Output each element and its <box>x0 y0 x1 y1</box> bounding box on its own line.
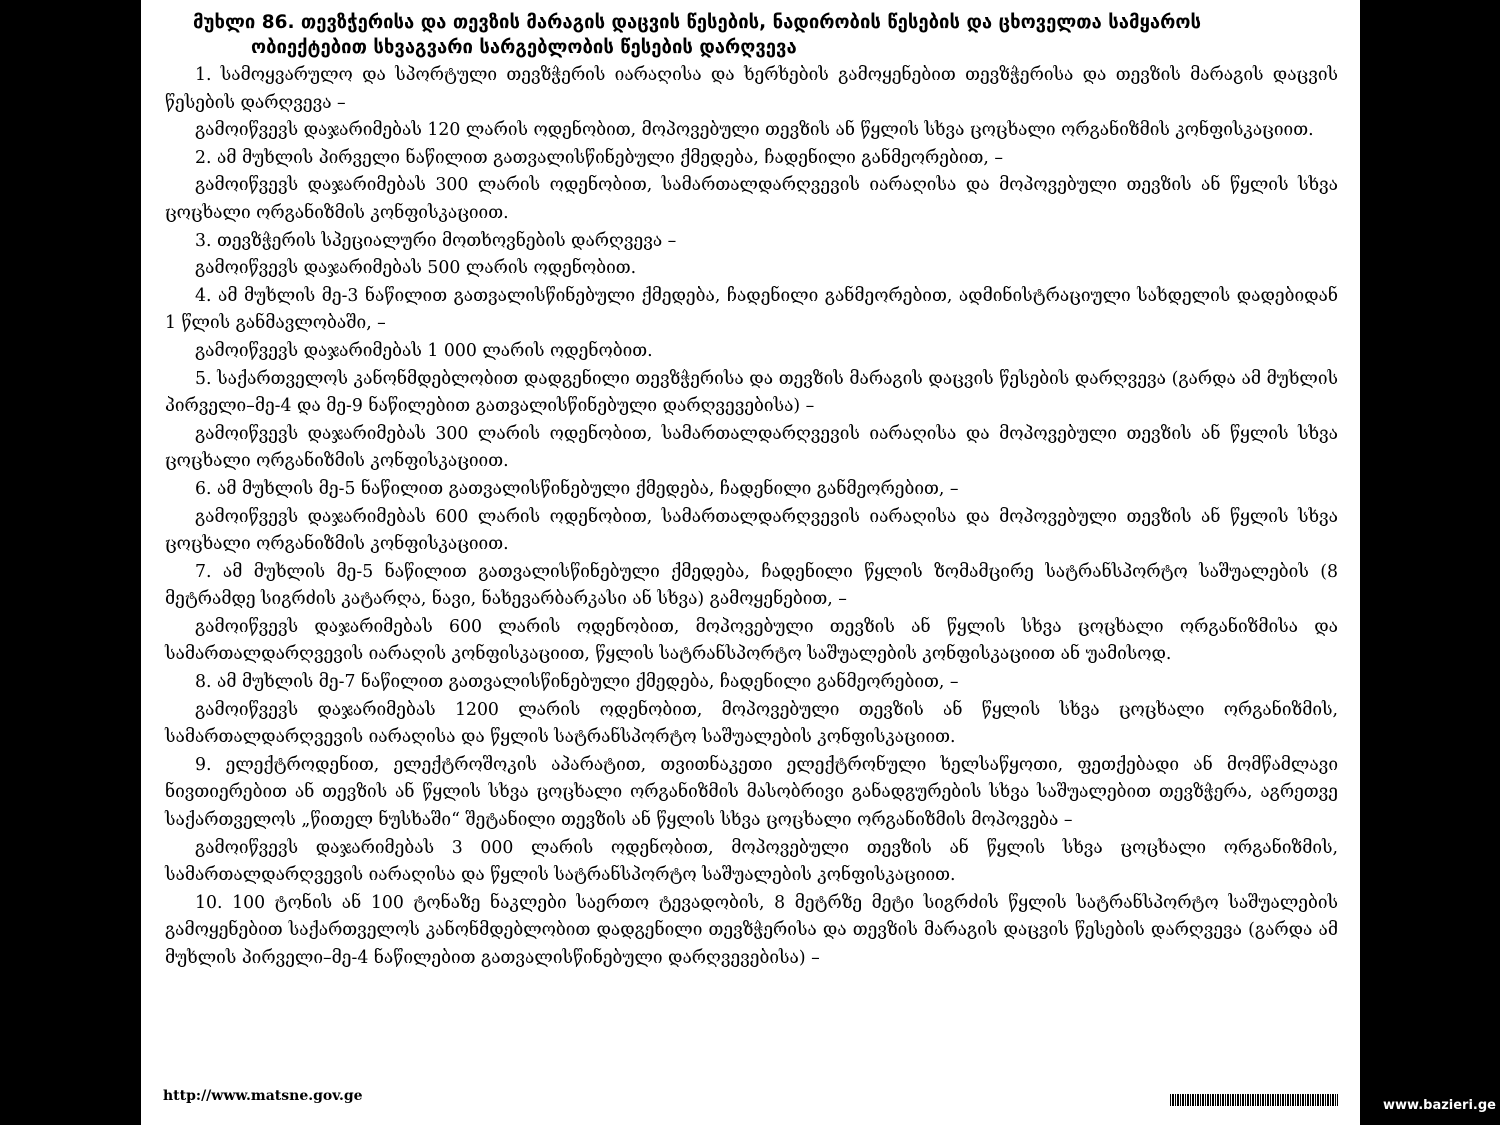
paragraph-3: 3. თევზჭერის სპეციალური მოთხოვნების დარღვევა – <box>195 230 677 251</box>
paragraph-1-penalty: გამოიწვევს დაჯარიმებას 120 ლარის ოდენობით, მოპოვებული თევზის ან წყლის სხვა ცოცხალი ორგანიზმის კონფისკაციით. <box>195 120 1314 141</box>
paragraph-4: 4. ამ მუხლის მე-3 ნაწილით გათვალისწინებული ქმედება, ჩადენილი განმეორებით, ადმინისტრაციული სახდელის დადებიდან 1 წლის განმავლობაში, – <box>165 285 1338 334</box>
paragraph-4-penalty: გამოიწვევს დაჯარიმებას 1 000 ლარის ოდენობით. <box>195 340 653 361</box>
paragraph-7-penalty: გამოიწვევს დაჯარიმებას 600 ლარის ოდენობით, მოპოვებული თევზის ან წყლის სხვა ცოცხალი ორგანიზმისა და სამართალდარღვევის იარაღის კონფისკაციით, წყლის სატრანსპორტო საშუალების კონფისკაციით ან უამისოდ. <box>165 616 1338 665</box>
paragraph-9: 9. ელექტროდენით, ელექტროშოკის აპარატით, თვითნაკეთი ელექტრონული ხელსაწყოთი, ფეთქებადი ან მომწამლავი ნივთიერებით ან თევზის ან წყლის სხვა ცოცხალი ორგანიზმის მასობრივი განადგურების სხვა საშუალებით თევზჭერა, აგრეთვე საქართველოს „წითელ ნუსხაში“ შეტანილი თევზის ან წყლის სხვა ცოცხალი ორგანიზმის მოპოვება – <box>165 754 1338 831</box>
paragraph-6-penalty: გამოიწვევს დაჯარიმებას 600 ლარის ოდენობით, სამართალდარღვევის იარაღისა და მოპოვებული თევზის ან წყლის სხვა ცოცხალი ორგანიზმის კონფისკაციით. <box>165 506 1338 555</box>
paragraph-6: 6. ამ მუხლის მე-5 ნაწილით გათვალისწინებული ქმედება, ჩადენილი განმეორებით, – <box>195 478 959 499</box>
paragraph-7: 7. ამ მუხლის მე-5 ნაწილით გათვალისწინებული ქმედება, ჩადენილი წყლის ზომამცირე სატრანსპორტო საშუალების (8 მეტრამდე სიგრძის კატარღა, ნავი, ნახევარბარკასი ან სხვა) გამოყენებით, – <box>165 561 1338 610</box>
article-title-line-1: მუხლი 86. თევზჭერისა და თევზის მარაგის დაცვის წესების, ნადირობის წესების და ცხოველთა სამყაროს <box>193 12 1201 33</box>
article-title <box>193 10 1323 60</box>
paragraph-8: 8. ამ მუხლის მე-7 ნაწილით გათვალისწინებული ქმედება, ჩადენილი განმეორებით, – <box>195 672 959 693</box>
paragraph-9-penalty: გამოიწვევს დაჯარიმებას 3 000 ლარის ოდენობით, მოპოვებული თევზის ან წყლის სხვა ცოცხალი ორგანიზმის, სამართალდარღვევის იარაღისა და წყლის სატრანსპორტო საშუალების კონფისკაციით. <box>165 837 1338 886</box>
paragraph-3-penalty: გამოიწვევს დაჯარიმებას 500 ლარის ოდენობით. <box>195 258 637 279</box>
article-title-line-2: ობიექტებით სხვაგვარი სარგებლობის წესების დარღვევა <box>251 37 797 58</box>
site-watermark: www.bazieri.ge <box>1383 1098 1496 1113</box>
article-body <box>165 62 1338 973</box>
paragraph-2: 2. ამ მუხლის პირველი ნაწილით გათვალისწინებული ქმედება, ჩადენილი განმეორებით, – <box>195 147 1004 168</box>
paragraph-8-penalty: გამოიწვევს დაჯარიმებას 1200 ლარის ოდენობით, მოპოვებული თევზის ან წყლის სხვა ცოცხალი ორგანიზმის, სამართალდარღვევის იარაღისა და წყლის სატრანსპორტო საშუალების კონფისკაციით. <box>165 699 1338 748</box>
paragraph-1: 1. სამოყვარულო და სპორტული თევზჭერის იარაღისა და ხერხების გამოყენებით თევზჭერისა და თევზის მარაგის დაცვის წესების დარღვევა – <box>165 65 1338 113</box>
barcode-icon <box>1170 1094 1338 1106</box>
paragraph-5: 5. საქართველოს კანონმდებლობით დადგენილი თევზჭერისა და თევზის მარაგის დაცვის წესების დარღვევა (გარდა ამ მუხლის პირველი–მე-4 და მე-9 ნაწილებით გათვალისწინებული დარღვევებისა) – <box>165 368 1338 417</box>
paragraph-5-penalty: გამოიწვევს დაჯარიმებას 300 ლარის ოდენობით, სამართალდარღვევის იარაღისა და მოპოვებული თევზის ან წყლის სხვა ცოცხალი ორგანიზმის კონფისკაციით. <box>165 423 1338 472</box>
document-page <box>141 0 1360 1125</box>
paragraph-10: 10. 100 ტონის ან 100 ტონაზე ნაკლები საერთო ტევადობის, 8 მეტრზე მეტი სიგრძის წყლის სატრანსპორტო საშუალების გამოყენებით საქართველოს კანონმდებლობით დადგენილი თევზჭერისა და თევზის მარაგის დაცვის წესების დარღვევა (გარდა ამ მუხლის პირველი–მე-4 ნაწილებით გათვალისწინებული დარღვევებისა) – <box>165 892 1338 968</box>
source-url: http://www.matsne.gov.ge <box>163 1088 363 1104</box>
paragraph-2-penalty: გამოიწვევს დაჯარიმებას 300 ლარის ოდენობით, სამართალდარღვევის იარაღისა და მოპოვებული თევზის ან წყლის სხვა ცოცხალი ორგანიზმის კონფისკაციით. <box>165 175 1338 223</box>
